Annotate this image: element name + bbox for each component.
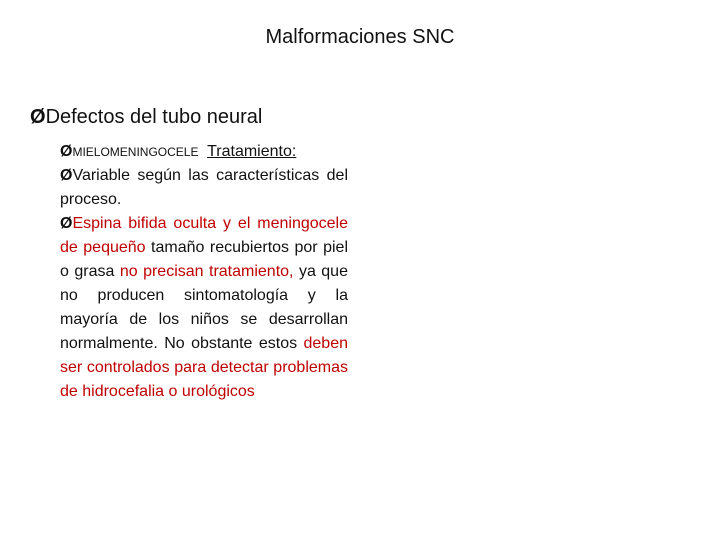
paragraph-variable-text: Variable según las características del proceso. [60, 167, 348, 208]
paragraph-variable [60, 164, 348, 212]
subheading-line [60, 140, 348, 164]
bullet-arrow-icon: Ø [30, 106, 46, 128]
paragraph-espina-red-no-precisan: no precisan tratamiento, [119, 263, 294, 280]
content-body [60, 140, 348, 404]
subheading-tratamiento: Tratamiento: [207, 143, 297, 160]
heading-text: Defectos del tubo neural [45, 106, 263, 128]
bullet-arrow-icon: Ø [60, 143, 73, 160]
paragraph-espina-red-deben: deben ser controlados para detectar problemas de hidrocefalia o urológicos [60, 335, 348, 400]
slide-title: Malformaciones SNC [265, 26, 455, 48]
subheading-small-caps: MIELOMENINGOCELE [72, 145, 199, 159]
bullet-arrow-icon: Ø [60, 167, 73, 184]
heading-defectos [30, 106, 262, 129]
paragraph-espina-red-start: Espina bifida oculta y el meningocele de pequeño [60, 215, 348, 256]
paragraph-espina-text-2: ya que no producen sintomatología y la mayoría de los niños se desarrollan normalmente. No obstante estos [60, 263, 348, 352]
bullet-arrow-icon: Ø [60, 215, 73, 232]
paragraph-espina [60, 212, 348, 404]
paragraph-espina-text: tamaño recubiertos por piel o grasa [60, 239, 349, 280]
